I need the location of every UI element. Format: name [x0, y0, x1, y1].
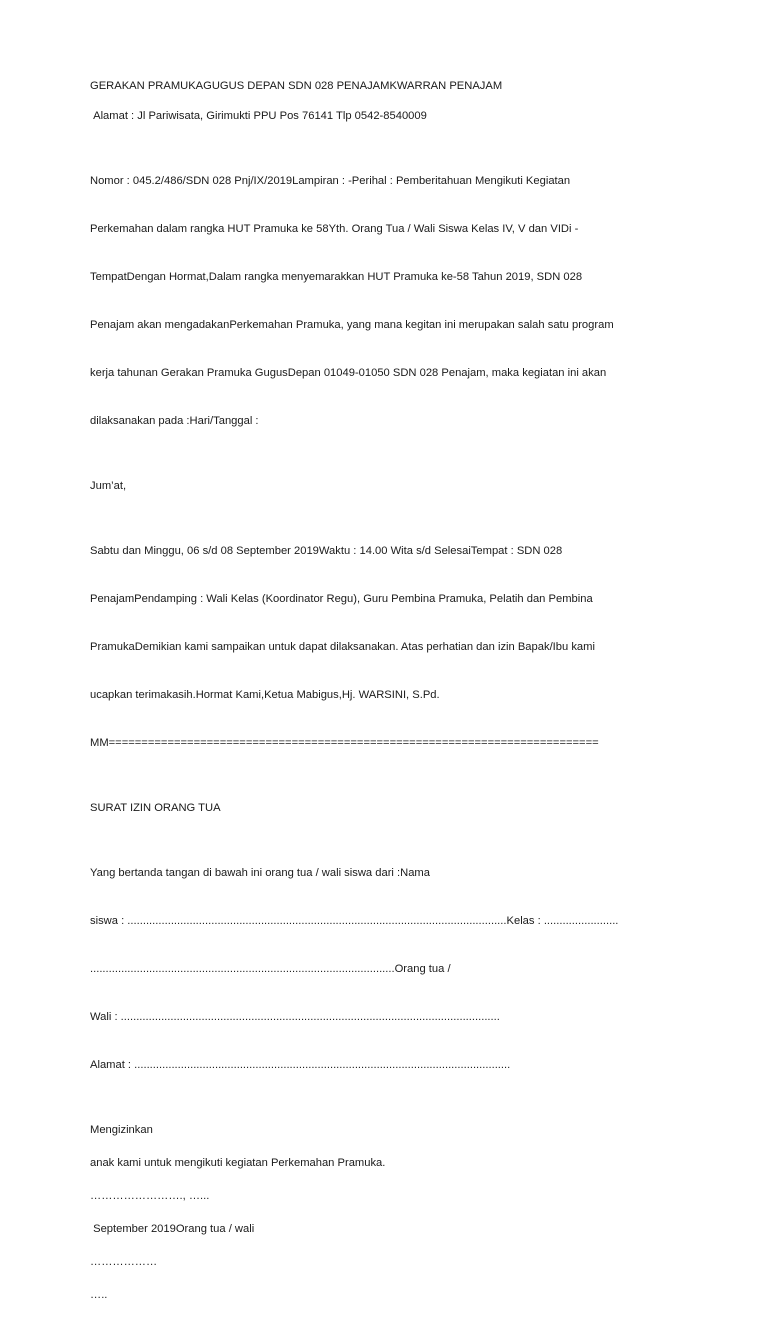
consent-label: Mengizinkan [90, 1124, 153, 1136]
text-line: Perkemahan dalam rangka HUT Pramuka ke 58Yth. Orang Tua / Wali Siswa Kelas IV, V dan VIDi - [90, 223, 579, 235]
letter-body [90, 78, 682, 1320]
separator-line: MM=========================================================================== [90, 737, 599, 749]
date-signature-line: September 2019Orang tua / wali [90, 1223, 255, 1235]
text-line: kerja tahunan Gerakan Pramuka GugusDepan 01049-01050 SDN 028 Penajam, maka kegiatan ini akan [90, 367, 607, 379]
consent-detail: anak kami untuk mengikuti kegiatan Perkemahan Pramuka. [90, 1157, 386, 1169]
permission-form [90, 833, 682, 1105]
notice-paragraph [90, 141, 682, 461]
form-line: siswa : ..........................................................................................................................Kelas : ........................ [90, 915, 619, 927]
closing-line: ….. [90, 1289, 108, 1301]
text-line: Sabtu dan Minggu, 06 s/d 08 September 2019Waktu : 14.00 Wita s/d SelesaiTempat : SDN 028 [90, 545, 563, 557]
form-line: Wali : .......................................................................................................................... [90, 1011, 500, 1023]
text-line: Nomor : 045.2/486/SDN 028 Pnj/IX/2019Lampiran : -Perihal : Pemberitahuan Mengikuti Kegiatan [90, 175, 571, 187]
signature-line: ……………… [90, 1256, 158, 1268]
place-date-line: ……………………., …... [90, 1190, 210, 1202]
text-line: PramukaDemikian kami sampaikan untuk dapat dilaksanakan. Atas perhatian dan izin Bapak/Ibu kami [90, 641, 595, 653]
section-title: SURAT IZIN ORANG TUA [90, 802, 221, 814]
text-line: dilaksanakan pada :Hari/Tanggal : [90, 415, 259, 427]
form-line: Yang bertanda tangan di bawah ini orang tua / wali siswa dari :Nama [90, 867, 430, 879]
schedule-paragraph [90, 511, 682, 783]
text-line: ucapkan terimakasih.Hormat Kami,Ketua Mabigus,Hj. WARSINI, S.Pd. [90, 689, 440, 701]
text-line: TempatDengan Hormat,Dalam rangka menyemarakkan HUT Pramuka ke-58 Tahun 2019, SDN 028 [90, 271, 583, 283]
address-line: Alamat : Jl Pariwisata, Girimukti PPU Pos 76141 Tlp 0542-8540009 [90, 110, 427, 122]
day-line: Jum’at, [90, 480, 127, 492]
text-line: PenajamPendamping : Wali Kelas (Koordinator Regu), Guru Pembina Pramuka, Pelatih dan Pembina [90, 593, 593, 605]
letter-heading: GERAKAN PRAMUKAGUGUS DEPAN SDN 028 PENAJAMKWARRAN PENAJAM [90, 80, 503, 92]
form-line: Alamat : ......................................................................................................................... [90, 1059, 511, 1071]
form-line: ..................................................................................................Orang tua / [90, 963, 451, 975]
text-line: Penajam akan mengadakanPerkemahan Pramuka, yang mana kegitan ini merupakan salah satu program [90, 319, 614, 331]
